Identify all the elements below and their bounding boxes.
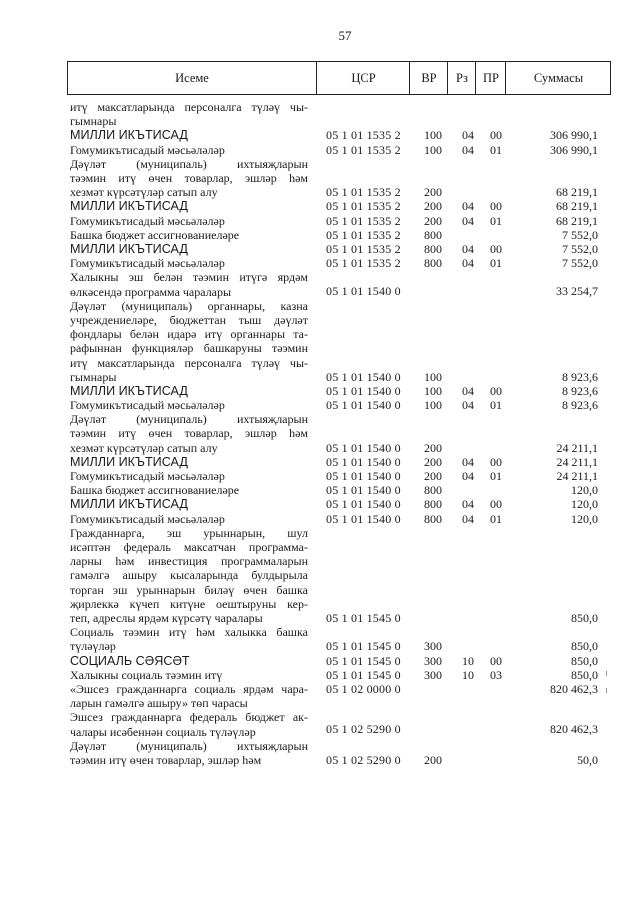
table-row [0,228,640,242]
row-name-line: исәптән федераль максатчан программа- [70,539,308,554]
row-name [70,710,308,738]
row-vr: 200 [424,454,442,469]
row-name-line: чалары исәбеннән социаль түләүләр [70,724,256,739]
table-row [0,469,640,483]
table-row [0,512,640,526]
header-csr: ЦСР [316,62,410,94]
row-vr: 100 [424,142,442,157]
row-csr: 05 1 02 0000 0 [326,681,401,696]
row-vr: 800 [424,511,442,526]
row-csr: 05 1 01 1545 0 [326,639,401,654]
table-row [0,710,640,738]
row-csr: 05 1 02 5290 0 [326,752,401,767]
row-vr: 100 [424,383,442,398]
row-name [70,668,308,682]
table-row [0,625,640,653]
row-name [70,242,308,256]
row-name [70,256,308,270]
table-row [0,682,640,710]
row-name-line: Дәүләт (муниципаль) ихтыяҗларын [70,412,308,427]
row-name-line: Халыкны социаль тәэмин итү [70,667,223,682]
row-name-line: рафыннан функцияләр башкаруны тәэмин [70,341,308,356]
row-name-line: өлкәсендә программа чаралары [70,284,232,299]
row-pr: 01 [490,142,502,157]
row-sum: 24 211,1 [556,454,598,469]
row-name [70,100,308,128]
row-pr: 03 [490,667,502,682]
row-sum: 68 219,1 [556,199,598,214]
row-csr: 05 1 01 1535 2 [326,185,401,200]
row-sum: 820 462,3 [550,721,598,736]
row-rz: 04 [462,383,474,398]
header-rz: Рз [447,62,476,94]
row-pr: 00 [490,383,502,398]
row-name-line: Гомумикътисадый мәсьәләләр [70,398,225,413]
row-name [70,497,308,511]
row-name-line: гамәлгә ашыру кысаларында булдырыла [70,568,308,583]
row-csr: 05 1 01 1535 2 [326,142,401,157]
row-name-line: МИЛЛИ ИКЪТИСАД [70,199,188,214]
table-row [0,100,640,128]
row-csr: 05 1 01 1540 0 [326,511,401,526]
row-rz: 10 [462,653,474,668]
row-sum: 120,0 [571,511,598,526]
row-name-line: гымнары [70,114,117,129]
row-csr: 05 1 01 1535 2 [326,199,401,214]
row-vr: 200 [424,199,442,214]
row-name-line: хезмәт күрсәтүләр сатып алу [70,440,218,455]
row-csr: 05 1 01 1540 0 [326,483,401,498]
row-pr: 00 [490,199,502,214]
table-row [0,455,640,469]
row-name [70,739,308,767]
row-vr: 800 [424,227,442,242]
margin-tick [606,671,607,676]
row-name-line: Гомумикътисадый мәсьәләләр [70,256,225,271]
table-row [0,483,640,497]
table-row [0,256,640,270]
row-name-line: итү максатларында персоналга түләү чы- [70,355,308,370]
row-rz: 04 [462,199,474,214]
table-row [0,739,640,767]
row-pr: 00 [490,128,502,143]
header-sum: Суммасы [505,62,611,94]
row-vr: 100 [424,398,442,413]
row-csr: 05 1 01 1545 0 [326,653,401,668]
row-csr: 05 1 01 1535 2 [326,241,401,256]
header-vr: ВР [409,62,448,94]
row-sum: 850,0 [571,610,598,625]
row-name-line: МИЛЛИ ИКЪТИСАД [70,241,188,256]
row-sum: 820 462,3 [550,681,598,696]
row-rz: 04 [462,469,474,484]
row-name [70,214,308,228]
row-sum: 8 923,6 [562,383,598,398]
row-name-line: СОЦИАЛЬ СӘЯСӘТ [70,653,190,668]
row-csr: 05 1 02 5290 0 [326,721,401,736]
row-name-line: «Эшсез гражданнарга социаль ярдәм чара- [70,681,308,696]
row-name [70,228,308,242]
row-name-line: Гомумикътисадый мәсьәләләр [70,142,225,157]
row-vr: 800 [424,241,442,256]
row-csr: 05 1 01 1540 0 [326,440,401,455]
row-name-line: МИЛЛИ ИКЪТИСАД [70,128,188,143]
row-name-line: Халыкны эш белән тәэмин итүгә ярдәм [70,270,308,285]
row-name-line: Башка бюджет ассигнованиеләре [70,227,240,242]
row-csr: 05 1 01 1545 0 [326,667,401,682]
row-name [70,270,308,298]
row-vr: 200 [424,185,442,200]
row-name-line: Социаль тәэмин итү һәм халыкка башка [70,625,308,640]
row-sum: 68 219,1 [556,185,598,200]
row-name-line: җирлеккә күчеп китүне оештыруны кер- [70,596,308,611]
row-csr: 05 1 01 1545 0 [326,610,401,625]
row-name-line: хезмәт күрсәтүләр сатып алу [70,185,218,200]
row-name-line: МИЛЛИ ИКЪТИСАД [70,383,188,398]
row-sum: 850,0 [571,653,598,668]
row-name [70,526,308,625]
header-name: Исеме [175,71,209,85]
row-csr: 05 1 01 1540 0 [326,469,401,484]
table-row [0,398,640,412]
row-name-line: Дәүләт (муниципаль) ихтыяҗларын [70,738,308,753]
row-rz: 04 [462,128,474,143]
row-name-line: торган эш урыннарын биләү өчен башка [70,582,308,597]
row-vr: 300 [424,639,442,654]
row-sum: 306 990,1 [550,142,598,157]
row-name-line: Башка бюджет ассигнованиеләре [70,483,240,498]
row-name-line: түләүләр [70,639,116,654]
header-pr: ПР [475,62,506,94]
row-csr: 05 1 01 1540 0 [326,497,401,512]
table-row [0,199,640,213]
table-row [0,214,640,228]
row-vr: 200 [424,469,442,484]
page-number: 57 [338,28,352,43]
row-name-line: тәэмин итү өчен товарлар, эшләр һәм [70,752,262,767]
row-name-line: гымнары [70,369,117,384]
row-csr: 05 1 01 1540 0 [326,383,401,398]
row-name-line: учреждениеләре, бюджеттан тыш дәүләт [70,312,308,327]
row-pr: 00 [490,497,502,512]
row-pr: 01 [490,398,502,413]
row-sum: 7 552,0 [562,241,598,256]
row-pr: 01 [490,511,502,526]
row-vr: 800 [424,256,442,271]
row-sum: 33 254,7 [556,284,598,299]
table-row [0,526,640,625]
row-name [70,682,308,710]
table-row [0,654,640,668]
row-pr: 00 [490,241,502,256]
row-csr: 05 1 01 1540 0 [326,454,401,469]
row-name [70,398,308,412]
row-name-line: фондлары белән идарә итү органнары та- [70,327,308,342]
row-sum: 850,0 [571,667,598,682]
row-name [70,128,308,142]
row-name [70,469,308,483]
row-rz: 10 [462,667,474,682]
row-sum: 68 219,1 [556,213,598,228]
row-vr: 100 [424,128,442,143]
row-rz: 04 [462,454,474,469]
row-name [70,412,308,455]
row-sum: 8 923,6 [562,369,598,384]
row-name-line: Дәүләт (муниципаль) органнары, казна [70,298,308,313]
row-sum: 120,0 [571,483,598,498]
table-row [0,384,640,398]
row-pr: 01 [490,256,502,271]
row-name-line: Гражданнарга, эш урыннарын, шул [70,525,308,540]
row-pr: 01 [490,469,502,484]
row-rz: 04 [462,213,474,228]
row-name-line: Эшсез гражданнарга федераль бюджет ак- [70,710,308,725]
row-name-line: тәэмин итү өчен товарлар, эшләр һәм [70,426,308,441]
row-name [70,654,308,668]
row-name [70,199,308,213]
row-name-line: МИЛЛИ ИКЪТИСАД [70,454,188,469]
table-row [0,270,640,298]
row-name [70,143,308,157]
row-name-line: итү максатларында персоналга түләү чы- [70,100,308,114]
row-name-line: Гомумикътисадый мәсьәләләр [70,511,225,526]
row-vr: 200 [424,213,442,228]
row-sum: 7 552,0 [562,227,598,242]
row-csr: 05 1 01 1535 2 [326,256,401,271]
row-sum: 24 211,1 [556,469,598,484]
row-vr: 100 [424,369,442,384]
row-csr: 05 1 01 1540 0 [326,369,401,384]
row-sum: 8 923,6 [562,398,598,413]
row-sum: 50,0 [577,752,598,767]
margin-marks [602,665,612,705]
row-vr: 800 [424,497,442,512]
table-row [0,128,640,142]
row-rz: 04 [462,497,474,512]
row-pr: 00 [490,653,502,668]
row-rz: 04 [462,256,474,271]
row-name-line: Гомумикътисадый мәсьәләләр [70,213,225,228]
row-name-line: Гомумикътисадый мәсьәләләр [70,469,225,484]
row-name [70,455,308,469]
row-vr: 200 [424,440,442,455]
table-row [0,242,640,256]
table-row [0,299,640,384]
row-vr: 300 [424,667,442,682]
row-name [70,512,308,526]
row-name-line: теп, адреслы ярдәм күрсәтү чаралары [70,611,263,625]
row-name-line: ларны һәм инвестиция программаларын [70,554,308,569]
row-rz: 04 [462,511,474,526]
row-sum: 306 990,1 [550,128,598,143]
row-pr: 00 [490,454,502,469]
row-name-line: Дәүләт (муниципаль) ихтыяҗларын [70,156,308,171]
row-rz: 04 [462,241,474,256]
table-body [0,100,640,767]
row-csr: 05 1 01 1540 0 [326,398,401,413]
row-vr: 800 [424,483,442,498]
row-rz: 04 [462,142,474,157]
row-name-line: МИЛЛИ ИКЪТИСАД [70,497,188,512]
row-vr: 300 [424,653,442,668]
table-row [0,497,640,511]
row-pr: 01 [490,213,502,228]
row-name [70,625,308,653]
table-row [0,157,640,200]
row-name [70,384,308,398]
row-name [70,299,308,384]
row-name [70,157,308,200]
table-row [0,412,640,455]
row-vr: 200 [424,752,442,767]
row-csr: 05 1 01 1540 0 [326,284,401,299]
row-name-line: тәэмин итү өчен товарлар, эшләр һәм [70,170,308,185]
row-csr: 05 1 01 1535 2 [326,227,401,242]
margin-tick [606,688,607,693]
row-sum: 24 211,1 [556,440,598,455]
row-rz: 04 [462,398,474,413]
row-csr: 05 1 01 1535 2 [326,128,401,143]
table-header [67,61,611,95]
row-name-line: ларын гамәлгә ашыру» төп чарасы [70,696,248,711]
table-row [0,668,640,682]
row-sum: 120,0 [571,497,598,512]
row-name [70,483,308,497]
row-csr: 05 1 01 1535 2 [326,213,401,228]
table-row [0,143,640,157]
row-sum: 7 552,0 [562,256,598,271]
row-sum: 850,0 [571,639,598,654]
